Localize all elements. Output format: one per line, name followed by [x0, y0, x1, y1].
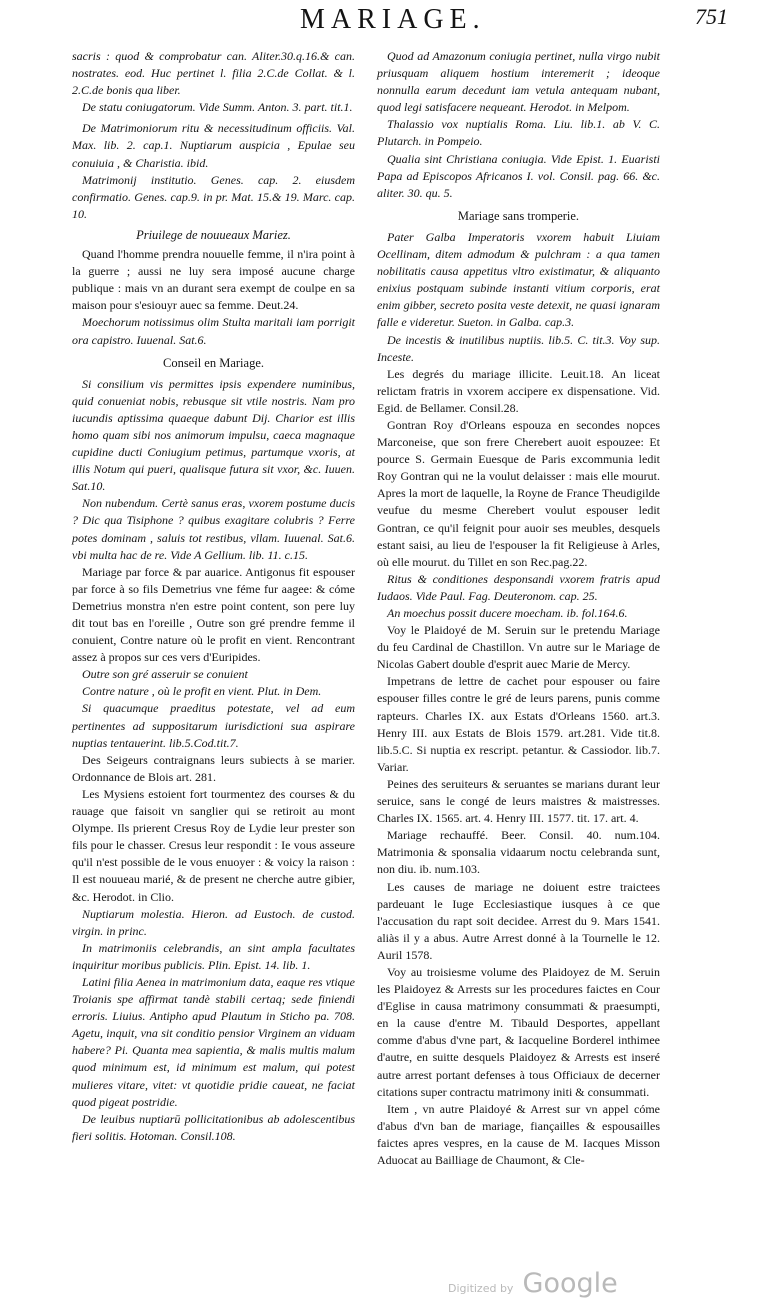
left-paragraph: Outre son gré asseruir se conuient	[82, 667, 248, 682]
left-paragraph: Les Mysiens estoient fort tourmentez des courses & du rauage que faisoit vn sanglier qui se retiroit au mont Olympe. Ils prierent Cresus Roy de Lydie leur prester son fils pour le chasser. Cresus leur respondit : Ie vous asseure qu'il n'est possible de le vous enuoyer : & voicy la raison : Il est nouueau marié, & de present ne cherche autre gibier, &c. Herodot. in Clio.	[72, 786, 355, 904]
left-paragraph: Matrimonij institutio. Genes. cap. 2. eiusdem confirmatio. Genes. cap.9. in pr. Mat. 15.& 19. Marc. cap. 10.	[72, 172, 355, 221]
right-paragraph: Quod ad Amazonum coniugia pertinet, nulla virgo nubit priusquam aliquem hostium interemerit ; ideoque nonnulla earum decedunt iam vetula antequam nubant, quod legi satisfacere nequeant. Herodot. in Melpom.	[377, 49, 660, 115]
left-heading: Conseil en Mariage.	[162, 355, 264, 370]
left-column	[72, 48, 355, 1145]
left-paragraph: Latini filia Aenea in matrimonium data, eaque res vtique Troianis spe affirmat tandè stabili certaq; sede finiendi erroris. Liuius. Antipho apud Plautum in Sticho pa. 708. Agetu, inquit, vna sit conditio pensior Virginem an viduam habere? Pi. Quanta mea sapientia, & malis multis malum quod minimum est, id minimum est malum, qui potest mulieres vitare, vitet: vt quotidie pridie caueat, ne faciat quod pigeat postridie.	[72, 974, 355, 1109]
google-logo: Google	[522, 1268, 618, 1299]
left-paragraph: Des Seigeurs contraignans leurs subiects à se marier. Ordonnance de Blois art. 281.	[72, 752, 355, 784]
digitized-by-label: Digitized by	[448, 1282, 514, 1295]
left-paragraph: Moechorum notissimus olim Stulta maritali iam porrigit ora capistro. Iuuenal. Sat.6.	[72, 315, 355, 347]
google-watermark	[448, 1268, 618, 1299]
right-paragraph: An moechus possit ducere moecham. ib. fol.164.6.	[387, 606, 628, 620]
left-paragraph: sacris : quod & comprobatur can. Aliter.30.q.16.& can. nostrates. eod. Huc pertinet l. filia 2.C.de Collat. & l. 2.C.de bonis qua liber.	[72, 49, 355, 98]
right-paragraph: Ritus & conditiones desponsandi vxorem fratris apud Iudaos. Vide Paul. Fag. Deuteronom. cap. 25.	[377, 571, 660, 603]
right-paragraph: Voy le Plaidoyé de M. Seruin sur le pretendu Mariage du feu Cardinal de Chastillon. Vn autre sur le Mariage de Nicolas Gabert double d'esprit auec Marie de Mercy.	[377, 623, 660, 672]
right-heading: Mariage sans tromperie.	[457, 208, 580, 223]
left-paragraph: Non nubendum. Certè sanus eras, vxorem postume ducis ? Dic qua Tisiphone ? quibus exagitare colubris ? Ferre potes dominam , saluis tot restibus, vllam. Iuuenal. Sat.6. vbi multa hac de re. Vide A Gellium. lib. 11. c.15.	[72, 496, 355, 562]
right-paragraph: Item , vn autre Plaidoyé & Arrest sur vn appel cóme d'abus d'vn ban de mariage, fiançailles & espousailles faictes apres vespres, en la cause de M. Iacques Misson Aduocat au Bailliage de Chaumont, & Cle-	[377, 1101, 660, 1167]
right-paragraph: Pater Galba Imperatoris vxorem habuit Liuiam Ocellinam, ditem admodum & pulchram : a qua tamen nobilitatis causa appetitus vltro existimatur, & aliquanto enixius postquam subinde instanti vitium corporis, erat enim gibber, secreto posita veste detexit, ne quasi ignaram falle e videretur. Sueton. in Galba. cap.3.	[377, 229, 660, 330]
left-paragraph: Si quacumque praeditus potestate, vel ad eum pertinentes ad suppositarum iurisdictioni sua aspirare nuptias tentauerint. lib.5.Cod.tit.7.	[72, 701, 355, 750]
right-paragraph: Mariage rechauffé. Beer. Consil. 40. num.104. Matrimonia & sponsalia vidaarum noctu celebranda sunt, non diu. ib. num.103.	[377, 828, 660, 877]
left-paragraph: Contre nature , où le profit en vient. Plut. in Dem.	[82, 684, 322, 699]
right-paragraph: Les causes de mariage ne doiuent estre traictees pardeuant le Iuge Ecclesiastique iusques à ce que l'accusation du rapt soit decidee. Arrest du 9. Mars 1541. aliàs il y a abus. Autre Arrest donné à la Tournelle le 12. Auril 1578.	[377, 879, 660, 962]
right-column	[377, 48, 660, 1169]
left-paragraph: Si consilium vis permittes ipsis expendere numinibus, quid conueniat nobis, rebusque sit vtile nostris. Nam pro iucundis aptissima quaeque dabunt Dij. Charior est illis homo quam sibi nos animorum impulsu, caeca magnaque cupidine ducti Coniugium petimus, partumque vxoris, at illis Notum qui pueri, qualisque futura sit vxor, &c. Iuuen. Sat.10.	[72, 376, 355, 494]
right-paragraph: Qualia sint Christiana coniugia. Vide Epist. 1. Euaristi Papa ad Episcopos Africanos I. vol. Consil. pag. 66. &c. aliter. 30. qu. 5.	[377, 151, 660, 200]
right-paragraph: Les degrés du mariage illicite. Leuit.18. An liceat relictam fratris in vxorem accipere ex dispensatione. Vid. Egid. de Bellamer. Consil.28.	[377, 366, 660, 415]
left-paragraph: Mariage par force & par auarice. Antigonus fit espouser par force à so fils Demetrius vne féme fur aagee: & cóme Demetrius monstra n'en estre point content, son pere luy dit tout bas en l'oreille , Outre son gré prendre femme il conuient, Contre nature où le profit en vient. Rencontrant assez à propos sur ces vers d'Euripides.	[72, 564, 355, 665]
left-paragraph: De statu coniugatorum. Vide Summ. Anton. 3. part. tit.1.	[82, 100, 353, 115]
right-paragraph: Peines des seruiteurs & seruantes se marians durant leur seruice, sans le congé de leurs maistres & maistresses. Charles IX. 1565. art. 4. Henry III. 1577. tit. 17. art. 4.	[377, 776, 660, 826]
right-paragraph: Thalassio vox nuptialis Roma. Liu. lib.1. ab V. C. Plutarch. in Pompeio.	[377, 117, 660, 149]
right-paragraph: Voy au troisiesme volume des Plaidoyez de M. Seruin les Plaidoyez & Arrests sur les procedures faictes en Cour d'Eglise in causa matrimony consummati & praesumpti, en la cause d'entre M. Tibauld Desportes, appellant comme d'abus d'vne part, & Iacqueline Borderel inthimee d'autre, en suitte desquels Plaidoyez & Arrests est inseré autre arrest portant defenses à tous Officiaux de decerner citations super contractu matrimony initi & consummati.	[377, 964, 660, 1099]
left-paragraph: Quand l'homme prendra nouuelle femme, il n'ira point à la guerre ; aussi ne luy sera imposé aucune charge publique : mais vn an durant sera exempt de coulpe en sa maison pour s'esiouyr auec sa femme. Deut.24.	[72, 247, 355, 313]
left-paragraph: De Matrimoniorum ritu & necessitudinum officiis. Val. Max. lib. 2. cap.1. Nuptiarum auspicia , Epulae seu conuiuia , & Charistia. ibid.	[72, 121, 355, 170]
left-heading: Priuilege de nouueaux Mariez.	[136, 227, 291, 242]
right-paragraph: Impetrans de lettre de cachet pour espouser ou faire espouser filles contre le gré de leurs parens, punis comme rapteurs. Charles IX. aux Estats d'Orleans 1560. art.3. Henry III. aux Estats de Blois 1579. art.281. Vide tit.8. lib.5.C. Si nuptia ex rescript. petantur. & Cassiodor. lib.7. Variar.	[377, 674, 660, 774]
page-title: MARIAGE.	[300, 4, 486, 35]
page-number: 751	[695, 4, 728, 29]
left-paragraph: In matrimoniis celebrandis, an sint ampla facultates inquiritur moribus publicis. Plin. Epist. 14. lib. 1.	[72, 940, 355, 972]
left-paragraph: De leuibus nuptiarū pollicitationibus ab adolescentibus fieri solitis. Hotoman. Consil.108.	[72, 1111, 355, 1143]
left-paragraph: Nuptiarum molestia. Hieron. ad Eustoch. de custod. virgin. in princ.	[72, 906, 355, 938]
right-paragraph: De incestis & inutilibus nuptiis. lib.5. C. tit.3. Voy sup. Inceste.	[377, 332, 660, 364]
right-paragraph: Gontran Roy d'Orleans espouza en secondes nopces Marconeise, que son frere Cherebert auoit espouzee: Et pource S. Germain Euesque de Paris excommunia ledit Roy Gontran qui ne la voulut delaisser : mais elle mourut. Apres la mort de laquelle, la Royne de France Theudigilde veufue du mesme Cherebert voulut espouser ledit Gontran, ce qu'il feignit pour auoir ses meubles, desquels estant saisi, au lieu de l'espouser la fit Religieuse à Arles, où elle mourut. du Tillet en son Rec.pag.22.	[377, 417, 660, 569]
